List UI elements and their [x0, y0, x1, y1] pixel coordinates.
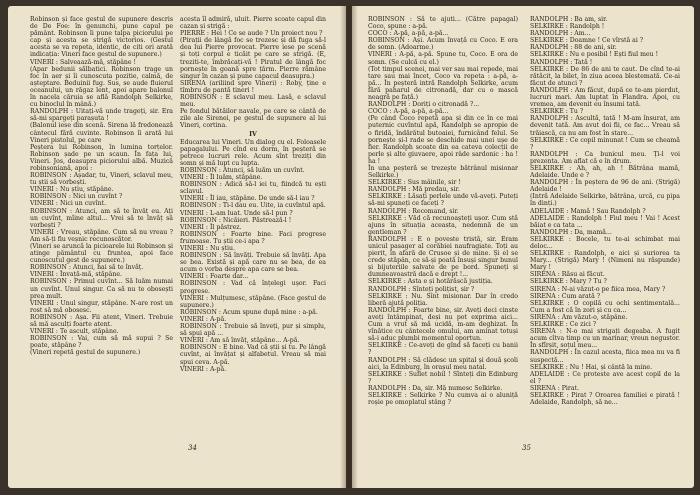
text-paragraph: VINERI : Salveaază-mă, stăpâne ! — [30, 58, 137, 66]
text-paragraph: ROBINSON : Așadar, tu, Vineri, sclavul meu, tu știi să vorbești. — [30, 172, 175, 187]
text-paragraph: RANDOLPH : Ascultă, tată ! M-am însurat, am devenit tată. Am avut doi fii, ce fac... Vreau să trăiască, ca nu am fost în stare... — [530, 115, 682, 137]
text-paragraph: RANDOLPH : Sînteți polițist, sir ? — [368, 285, 475, 293]
text-paragraph: VINERI : Îl luăm, stăpâne. — [180, 174, 263, 182]
text-paragraph: SELKIRKE : Randolph, e aici și suriorea ta Mary... (Strigă) Mary ! (Nimeni nu răspunde) Mary ! — [530, 250, 682, 272]
text-paragraph: RANDOLPH : Ba am, sir. — [530, 16, 608, 23]
text-paragraph: SIRENA : Răsu ai făcut. — [530, 271, 605, 279]
text-paragraph: SELKIRKE : Ah, ah, ah ! Bătrâna mamă, Adelaide. Unde e ? — [530, 164, 682, 180]
text-paragraph: ROBINSON : Primul cuvînt... Să luăm numai un cuvînt. Unul singur. Ca să nu te obosești prea mult. — [30, 278, 175, 300]
text-paragraph: SELKIRKE : Mary ? Tu ? — [530, 278, 607, 286]
text-paragraph: VINERI : Învață-mă, stăpâne. — [30, 271, 122, 279]
text-paragraph: ROBINSON : Atunci, să luăm un cuvînt. — [180, 166, 305, 174]
text-paragraph: VINERI : Nu știu. — [180, 245, 235, 252]
text-paragraph: ADELAIDE : Mamă ! Sau Randolph ? — [530, 207, 646, 215]
text-paragraph: VINERI : A-pă. — [180, 315, 227, 323]
text-paragraph: ROBINSON : Vad că înțelegi ușor. Faci progrese. — [180, 280, 328, 295]
text-paragraph: RANDOLPH : Am... — [530, 30, 591, 38]
text-paragraph: ADELAIDE : Ce proteste ave acest copil de la el ? — [530, 370, 682, 385]
text-paragraph: VINERI : Unul singur, stăpâne. N-are rost un rost să mă obosesc. — [30, 299, 175, 314]
right-page-number: 35 — [522, 444, 531, 452]
left-page — [8, 6, 346, 488]
text-paragraph: În una peșteră se trezește bătrânul misionar Selkirke.) — [368, 164, 520, 180]
text-paragraph: RANDOLPH : Da, mamă... — [530, 228, 612, 236]
text-paragraph: Peștera lui Robinson, în lumina torțelor. Robinson șade pe un scaun. În fața lui, Vineri. Jos, deasupra piciorului albă. Muzică robinsoniană, apoi : — [30, 143, 175, 172]
text-paragraph: ROBINSON : Să învăți. Trebuie să învăți. Apa se bea. Există și apă care nu se bea, de ea acum o vorba despre apa care se bea. — [180, 252, 328, 274]
text-paragraph: ROBINSON : Așa. Fii atent, Vineri. Trebuie să mă asculți foarte atent. — [30, 313, 175, 329]
text-paragraph: SIRENA : Cum arată ? — [530, 292, 601, 300]
text-paragraph: (Pirații de lângă foc se trezesc și dă fuga să-l dea lui Pierre provocat. Pierre iese pe scenă și toți corpul e ticăit pe care se strigă. (E, treziti-te, îmbrăcați-vă ! Piratul de lângă foc pornește în goană spre țărm. Pierre rămâne singur în cazan și pune capacul deasupra.) — [180, 37, 328, 80]
text-paragraph: SIRENA (ariliind spre Vineri) : Roby, ține e tîmbru de pantă tineri ! — [180, 79, 328, 94]
text-paragraph: (Intră Adelaide Selkirke, bătrâna, urcă, cu pipa în dinți.) — [530, 193, 682, 208]
text-paragraph: acesta îl admiră, uluit. Pierre scoate capul din cazan și strigă : — [180, 16, 328, 31]
text-paragraph: SELKIRKE : Bocele, tu te-ai schimbat mai deloc... — [530, 235, 682, 250]
text-paragraph: RANDOLPH : Ca bunicul meu. Ți-l voi prezenta. Am aflat că e în drum. — [530, 150, 682, 165]
text-paragraph: ROBINSON : E bine. Vad că știi și tu. Pe lângă cuvînt, ai învățat și alfabetul. Vreau să mai spui ceva. A-pă. — [180, 344, 328, 366]
text-paragraph: SELKIRKE : Nu ! Hai, și cântă la mine. — [530, 363, 653, 371]
text-paragraph: SELKIRKE : Suflet nobil ! Sînteți din Edinburg ? — [368, 370, 520, 385]
text-paragraph: VINERI : Îl păstrez. — [180, 223, 242, 231]
text-paragraph: SELKIRKE : Ce zici ? — [530, 321, 597, 329]
text-paragraph: SELKIRKE : O copilă cu ochi sentimentală... Cum a fost că în zori și cu ca... — [530, 299, 682, 314]
text-paragraph: ADELAIDE : Randolph ! Fiul meu ! Vai ! Acest băiat e ca tata ... — [530, 214, 682, 229]
text-paragraph: RANDOLPH : În peștera de 96 de ani. (Strigă) Adelaide ! — [530, 179, 682, 194]
text-paragraph: SELKIRKE : Doamne ! Ce vîrstă ai ? — [530, 37, 644, 45]
text-paragraph: ROBINSON : Trebuie să înveți, pur și simplu, să spui apă ... — [180, 323, 328, 338]
text-paragraph: ROBINSON : Nicăieri. Păstrează-l ! — [180, 216, 292, 224]
text-paragraph: COCO : A-pă, a-pă, a-pă... — [368, 108, 449, 116]
text-paragraph: SELKIRKE : Văd că recunoașteți ușor. Cum stă ajuns în situația aceasta, nedemnă de un gentleman ? — [368, 214, 520, 236]
text-paragraph: VINERI : A-pă, a-pă. Spune tu, Coco. E ora de somn. (Se culcă cu el.) — [368, 51, 520, 66]
text-paragraph: RANDOLPH : Recomand, sir. — [368, 207, 459, 215]
text-paragraph: RANDOLPH : Da, sir. Mă numesc Selkirke. — [368, 384, 503, 392]
right-page-column-1 — [368, 16, 518, 456]
text-paragraph: Pe fondul bătăilor navale, pe care se cântă de zile ale Sirenei, pe gestul de supunere al lui Vineri, cortina. — [180, 108, 328, 130]
text-paragraph: RANDOLPH : În cazul acesta, fiica mea nu va fi suspectă... — [530, 349, 682, 364]
text-paragraph: RANDOLPH : Am făcut, după ce te-am pierdut, lucruri mari. Am luptat în Flandra. Apoi, cu vremea, am devenit eu însumi tată. — [530, 86, 682, 109]
text-paragraph: SIRENA : Pirat. — [530, 384, 580, 392]
text-paragraph: ROBINSON : Vai, cum să mă supui ? Se poate, stăpâne ? — [30, 335, 175, 350]
text-paragraph: VINERI : L-am luat. Unde să-l pun ? — [180, 209, 293, 217]
text-paragraph: SIRENA : N-o mai strigați degeaba. A fugit acum cîtva timp cu un marinar, vreun negustor. În sfîrșit, soțul meu... — [530, 328, 682, 350]
text-paragraph: ROBINSON : Ti-l dau eu. Uite, ia cuvîntul apă. — [180, 202, 326, 210]
text-paragraph: SELKIRKE : Lăsați perlele unde vă-aveți. Puteți să-mi spuneți ce faceți ? — [368, 193, 520, 208]
text-paragraph: (Vineri se aruncă la picioarele lui Robinson și atinge pământul cu fruntea, apoi face cunoscutul gest de supunere.) — [30, 243, 175, 265]
text-paragraph: SELKIRKE : Sus mâinile, sir ! — [368, 179, 461, 187]
text-paragraph: ROBINSON : Nici un cuvînt ? — [30, 193, 123, 201]
text-paragraph: VINERI : A-pă. — [180, 365, 227, 373]
text-paragraph: SELKIRKE : Pirat ? Oroarea familiei e pirată ! Adelaide, Randolph, să ne... — [530, 391, 682, 407]
text-paragraph: ROBINSON : Adică să-l iei tu, fiindcă tu ești sclavul. — [180, 181, 328, 196]
text-paragraph: SELKIRKE : De 86 de ani te caut. De cînd te-ai rătăcit, la bilet, în ziua aceea blestemată. Ce-ai făcut de atunci ? — [530, 65, 682, 87]
text-paragraph: SELKIRKE : Nu e posibil ! Ești fiul meu ! — [530, 51, 659, 59]
text-paragraph: IV — [249, 130, 257, 138]
text-paragraph: PIERRE : Hei ! Ce se aude ? Un proiect nou ? — [180, 30, 323, 38]
text-paragraph: SELKIRKE : Ce-aveți de gînd să faceți cu banii ? — [368, 342, 520, 357]
left-page-number: 34 — [188, 444, 197, 452]
text-paragraph: RANDOLPH : Să clădesc un spital și două școli aici, la Edinburg, în orașul meu natal. — [368, 356, 520, 371]
text-paragraph: SIRENA : Am văzut-o, stăpâne. — [530, 313, 628, 321]
text-paragraph: RANDOLPH : 88 de ani, sir. — [530, 44, 617, 52]
left-page-column-2 — [180, 16, 326, 456]
text-paragraph: (Vineri repetă gestul de supunere.) — [30, 349, 141, 357]
text-paragraph: SELKIRKE : Nu. Sînt misionar. Dar în credo liberă ajută poliția. — [368, 292, 520, 307]
right-page — [352, 6, 694, 488]
text-paragraph: (Tot timpul scenei, mai ver sau mai repede, mai tare sau mai încet, Coco va repeta : a-pă, a-pă... În peșteră intră Randolph Selkirke, acum fără paharul de citronadă, dar cu o mască neagră pe față.) — [368, 65, 520, 102]
text-paragraph: VINERI : Îl iau, stăpâne. De unde să-l iau ? — [180, 195, 315, 203]
text-paragraph: RANDOLPH : Doriți o citronadă ?... — [368, 101, 480, 109]
text-paragraph: SIRENA : N-ai văzut-o pe fiica mea, Mary ? — [530, 285, 666, 293]
text-paragraph: VINERI : Nu știu, stăpâne. — [30, 186, 114, 194]
text-paragraph: VINERI : Am să învăț, stăpâne... A-pă. — [180, 337, 300, 345]
text-paragraph: ROBINSON : Atunci, am să te învăț eu. Ați un cuvînt, mîine altul... Vrei să te învăț să vorbești ? — [30, 207, 175, 229]
text-paragraph: VINERI : Foarte dar... — [180, 273, 249, 281]
book-gutter — [340, 6, 358, 488]
text-paragraph: ROBINSON : Acum spune după mine : a-pă. — [180, 308, 318, 316]
text-paragraph: COCO : A-pă, a-pă, a-pă... — [368, 30, 449, 38]
text-paragraph: RANDOLPH : Tată ! — [530, 58, 593, 66]
text-paragraph: SELKIRKE : Ce copil minunat ! Cum se cheamă ? — [530, 136, 682, 151]
text-paragraph: VINERI : Te ascult, stăpâne. — [30, 328, 119, 336]
text-paragraph: RANDOLPH : E o poveste tristă, sir. Eram unicul pasager al corăbiei naufragiate. Toți au pierit, în afară de Crusoe și de mine. Și el se crede stăpân, ce să-și poată însuși singur bunul și bijuteriile salvate de pe bord. Spuneți și dumneavoastră dacă e drept !... — [368, 235, 520, 279]
text-paragraph: VINERI : Vreau, stăpâne. Cum să nu vreau ? Am să-ți fiu veșnic recunoscător. — [30, 228, 175, 243]
text-paragraph: VINERI : Nici un cuvînt. — [30, 200, 107, 208]
text-paragraph: (Pe când Coco repetă apa și din ce în ce mai puternic cuvîntul apă, Randolph se apropie de o firidă, îndărătul butoaiei, furnicând felul. Se pornește și-l rade se deschide mai unei ușe de fier. Randolph scoate din ea cateva colecții de perle și alte giuvaere, apoi râde sardonic : ha ! ha ! — [368, 115, 520, 165]
text-paragraph: ROBINSON : Să te ajuti... (Către papagal) Coco, spune : a-pă. — [368, 16, 520, 31]
text-paragraph: (Balonul iese din scenă. Sirena lă fredonează cântecul fără cuvinte. Robinson îi arată lui Vineri pistolul, pe care — [30, 122, 175, 144]
text-paragraph: SELKIRKE : Tu ? — [530, 108, 584, 116]
text-paragraph: RANDOLPH : Foarte bine, sir. Aveți deci cinste aveți întâmpinat, deși nu pot exprima aici... Cum a vrut să mă ucidă, m-am deghizat. În vînătice cu cântecele omului, am aminat totuși să-i aduc plumbi momentul oportun. — [368, 306, 520, 343]
text-paragraph: SELKIRKE : Asta e și hotărăscă justiția. — [368, 278, 493, 286]
right-page-column-2 — [530, 16, 680, 456]
text-paragraph: SELKIRKE : Selkirke ? Nu cumva ai o aluniță roșie pe omoplatul stâng ? — [368, 391, 520, 407]
text-paragraph: RANDOLPH : Mă predau, sir. — [368, 186, 460, 194]
text-paragraph: (Apar bedunii sălbatici. Robinson trage un foc în aer și îi cunoscuta pozitie, calmă, de așteptare. Beduinii fug. Sus, se aude fluierul oceanului, un răgaz lent, apoi apare balonul în nacela căruia se află Randolph Selkirke, cu binoclul în mână.) — [30, 65, 175, 109]
text-paragraph: Robinson și face gestul de supunere descris de De Foe: în genunchi, pune capul pe pământ. Robinson îi pune talpa piciorului pe cap și acesta se strigă victorios. (Gestul acesta se va repeta, identic, de citi ori arată indicația: Vineri face gestul de supunere.) — [30, 16, 175, 59]
text-paragraph: SELKIRKE : Randolph ! — [530, 23, 605, 31]
text-paragraph: ROBINSON : Ași. Acum învață cu Coco. E ora de somn. (Adoarme.) — [368, 37, 520, 52]
text-paragraph: VINERI : Mulțumesc, stăpâne. (Face gestul de supunere.) — [180, 294, 328, 309]
text-paragraph: RANDOLPH : Uitați-vă unde trageți, sir. Era să-mi spargeți parașuta ! — [30, 108, 175, 123]
text-paragraph: ROBINSON : Foarte bine. Faci progrese frumoase. Tu știi ce-i apa ? — [180, 230, 328, 245]
text-paragraph: ROBINSON : Atunci, hai să te învăț. — [30, 264, 144, 272]
text-paragraph: ROBINSON : E sclavul meu. Lasă, e sclavul meu. — [180, 94, 328, 109]
text-paragraph: Educarea lui Vineri. Un dialog cu el. Foloasele papagalului. Pe cînd eu dorm, în peșteră se petrece lucruri rele. Acum sînt treziți din somn și mă lupt cu lupta. — [180, 138, 328, 167]
left-page-column-1 — [30, 16, 173, 456]
